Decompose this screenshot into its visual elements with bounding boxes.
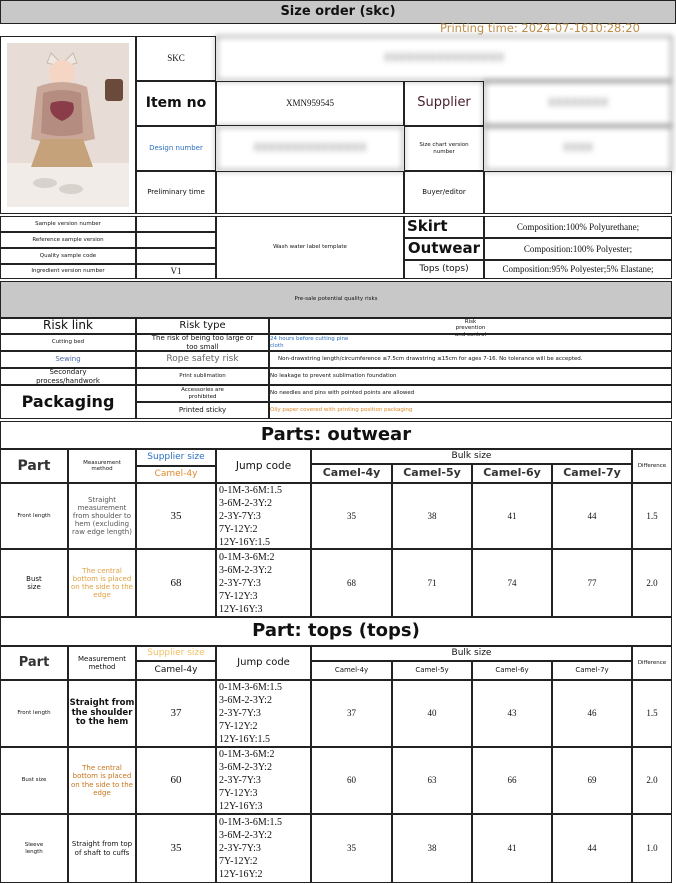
tops-bulk-header: Bulk size <box>311 646 632 661</box>
tops-row0-bulk-0: 37 <box>311 680 392 747</box>
tops-size-0: Camel-4y <box>311 661 392 680</box>
risk-link-packaging: Packaging <box>0 385 136 419</box>
outwear-part-header: Part <box>0 449 68 483</box>
preliminary-time-label: Preliminary time <box>136 171 216 214</box>
outwear-diff-header: Difference <box>632 449 672 483</box>
risk-type-print: Print sublimation <box>136 368 269 385</box>
composition-part-skirt: Skirt <box>404 216 484 238</box>
tops-row1-supplier: 60 <box>136 747 216 814</box>
tops-row2-diff: 1.0 <box>632 814 672 883</box>
composition-part-outwear: Outwear <box>404 238 484 260</box>
outwear-row1-bulk-2: 74 <box>472 549 552 617</box>
outwear-row0-jump <box>216 483 311 549</box>
jump-line: 0-1M-3-6M:1.5 <box>219 817 283 828</box>
reference-sample-value <box>136 232 216 248</box>
outwear-row0-part: Front length <box>0 483 68 549</box>
tops-row1-diff: 2.0 <box>632 747 672 814</box>
outwear-size-1: Camel-5y <box>392 464 472 483</box>
outwear-row0-bulk-2: 41 <box>472 483 552 549</box>
tops-supplier-sub: Camel-4y <box>136 661 216 680</box>
risk-type-accessories: Accessories are prohibited <box>136 385 269 402</box>
jump-line: 3-6M-2-3Y:2 <box>219 564 272 576</box>
size-chart-label: Size chart version number <box>404 126 484 171</box>
skc-label: SKC <box>136 36 216 81</box>
risk-prevention-print: No leakage to prevent sublimation foundation <box>269 368 672 385</box>
tops-size-3: Camel-7y <box>552 661 632 680</box>
page-title: Size order (skc) <box>0 0 676 24</box>
outwear-supplier-sub: Camel-4y <box>136 466 216 483</box>
outwear-size-2: Camel-6y <box>472 464 552 483</box>
buyer-value <box>484 171 672 214</box>
jump-line: 7Y-12Y:3 <box>219 590 258 602</box>
composition-text-skirt: Composition:100% Polyurethane; <box>484 216 672 238</box>
risk-col-link: Risk link <box>0 318 136 334</box>
printing-time: Printing time: 2024-07-1610:28:20 <box>440 21 640 35</box>
preliminary-time-value <box>216 171 404 214</box>
risk-type-sewing: Rope safety risk <box>136 351 269 368</box>
tops-size-1: Camel-5y <box>392 661 472 680</box>
tops-row1-bulk-3: 69 <box>552 747 632 814</box>
jump-line: 2-3Y-7Y:3 <box>219 708 261 719</box>
jump-line: 12Y-16Y:1.5 <box>219 536 271 548</box>
outwear-supplier-header: Supplier size <box>136 449 216 466</box>
jump-line: 0-1M-3-6M:2 <box>219 551 275 563</box>
jump-line: 0-1M-3-6M:2 <box>219 749 275 760</box>
tops-supplier-header: Supplier size <box>136 646 216 661</box>
tops-row0-bulk-2: 43 <box>472 680 552 747</box>
outwear-size-0: Camel-4y <box>311 464 392 483</box>
tops-row1-bulk-2: 66 <box>472 747 552 814</box>
outwear-bulk-header: Bulk size <box>311 449 632 464</box>
tops-part-header: Part <box>0 646 68 680</box>
jump-line: 12Y-16Y:1.5 <box>219 734 271 745</box>
buyer-label: Buyer/editor <box>404 171 484 214</box>
ingredient-version-value: V1 <box>136 264 216 279</box>
tops-row1-part: Bust size <box>0 747 68 814</box>
risk-prevention-sewing: Non-drawstring length/circumference ≤7.5cm drawstring ≤15cm for ages 7-16. No tolerance will be accepted. <box>269 351 672 368</box>
outwear-row1-bulk-1: 71 <box>392 549 472 617</box>
tops-diff-header: Difference <box>632 646 672 680</box>
risk-col-prevention: Risk prevention and control <box>269 318 672 334</box>
tops-row2-bulk-1: 38 <box>392 814 472 883</box>
outwear-row1-bulk-0: 68 <box>311 549 392 617</box>
tops-row1-method: The central bottom is placed on the side to the edge <box>68 747 136 814</box>
design-number-label: Design number <box>136 126 216 171</box>
jump-line: 12Y-16Y:3 <box>219 603 263 615</box>
jump-line: 12Y-16Y:3 <box>219 801 263 812</box>
item-no-label: Item no <box>136 81 216 126</box>
jump-line: 0-1M-3-6M:1.5 <box>219 484 283 496</box>
tops-jump-header: Jump code <box>216 646 311 680</box>
sample-version-value <box>136 216 216 232</box>
composition-part-tops: Tops (tops) <box>404 260 484 279</box>
tops-row0-bulk-1: 40 <box>392 680 472 747</box>
tops-size-2: Camel-6y <box>472 661 552 680</box>
skc-value: XXXXXXXXXXXXXXXX <box>216 36 672 81</box>
jump-line: 3-6M-2-3Y:2 <box>219 497 272 509</box>
jump-line: 2-3Y-7Y:3 <box>219 775 261 786</box>
jump-line: 2-3Y-7Y:3 <box>219 510 261 522</box>
sample-version-label: Sample version number <box>0 216 136 232</box>
wash-label: Wash water label template <box>216 216 404 279</box>
risk-prevention-sticky: Oily paper covered with printing position packaging <box>269 402 672 419</box>
outwear-row0-supplier: 35 <box>136 483 216 549</box>
quality-sample-label: Quality sample code <box>0 248 136 264</box>
risk-link-sewing: Sewing <box>0 351 136 368</box>
tops-row2-bulk-0: 35 <box>311 814 392 883</box>
supplier-label: Supplier <box>404 81 484 126</box>
tops-row0-jump <box>216 680 311 747</box>
tops-row0-method: Straight from the shoulder to the hem <box>68 680 136 747</box>
outwear-row0-bulk-3: 44 <box>552 483 632 549</box>
tops-row1-jump <box>216 747 311 814</box>
composition-text-outwear: Composition:100% Polyester; <box>484 238 672 260</box>
size-chart-value: XXXX <box>484 126 672 171</box>
tops-row1-bulk-0: 60 <box>311 747 392 814</box>
outwear-row1-bulk-3: 77 <box>552 549 632 617</box>
composition-text-tops: Composition:95% Polyester;5% Elastane; <box>484 260 672 279</box>
outwear-row0-method: Straight measurement from shoulder to hem (excluding raw edge length) <box>68 483 136 549</box>
jump-line: 2-3Y-7Y:3 <box>219 843 261 854</box>
tops-row0-diff: 1.5 <box>632 680 672 747</box>
outwear-row1-diff: 2.0 <box>632 549 672 617</box>
tops-row2-bulk-2: 41 <box>472 814 552 883</box>
ingredient-version-label: Ingredient version number <box>0 264 136 279</box>
supplier-value: XXXXXXXX <box>484 81 672 126</box>
tops-row1-bulk-1: 63 <box>392 747 472 814</box>
quality-sample-value <box>136 248 216 264</box>
outwear-row0-bulk-0: 35 <box>311 483 392 549</box>
product-image-icon <box>7 43 129 207</box>
risk-link-secondary: Secondary process/handwork <box>0 368 136 385</box>
jump-line: 7Y-12Y:2 <box>219 523 258 535</box>
outwear-row1-jump <box>216 549 311 617</box>
outwear-row1-method: The central bottom is placed on the side to the edge <box>68 549 136 617</box>
tops-row2-jump <box>216 814 311 883</box>
risk-type-sticky: Printed sticky <box>136 402 269 419</box>
jump-line: 2-3Y-7Y:3 <box>219 577 261 589</box>
jump-line: 7Y-12Y:3 <box>219 788 258 799</box>
outwear-row0-bulk-1: 38 <box>392 483 472 549</box>
tops-row2-method: Straight from top of shaft to cuffs <box>68 814 136 883</box>
jump-line: 3-6M-2-3Y:2 <box>219 695 272 706</box>
tops-row2-bulk-3: 44 <box>552 814 632 883</box>
outwear-title: Parts: outwear <box>0 421 672 449</box>
product-photo <box>0 36 136 214</box>
tops-row0-part: Front length <box>0 680 68 747</box>
tops-row0-bulk-3: 46 <box>552 680 632 747</box>
outwear-row1-part: Bust size <box>0 549 68 617</box>
outwear-row0-diff: 1.5 <box>632 483 672 549</box>
reference-sample-label: Reference sample version <box>0 232 136 248</box>
outwear-jump-header: Jump code <box>216 449 311 483</box>
jump-line: 7Y-12Y:2 <box>219 856 258 867</box>
risk-link-cutting: Cutting bed <box>0 334 136 351</box>
design-number-value: XXXXXXXXXXXXXXX <box>216 126 404 171</box>
tops-title: Part: tops (tops) <box>0 617 672 646</box>
jump-line: 0-1M-3-6M:1.5 <box>219 682 283 693</box>
outwear-size-3: Camel-7y <box>552 464 632 483</box>
risk-banner: Pre-sale potential quality risks <box>0 281 672 318</box>
jump-line: 3-6M-2-3Y:2 <box>219 762 272 773</box>
risk-prevention-cutting: 24 hours before cutting pine cloth <box>269 334 672 351</box>
risk-type-cutting: The risk of being too large or too small <box>136 334 269 351</box>
jump-line: 3-6M-2-3Y:2 <box>219 830 272 841</box>
jump-line: 7Y-12Y:2 <box>219 721 258 732</box>
tops-row2-supplier: 35 <box>136 814 216 883</box>
outwear-row1-supplier: 68 <box>136 549 216 617</box>
risk-col-type: Risk type <box>136 318 269 334</box>
risk-prevention-accessories: No needles and pins with pointed points are allowed <box>269 385 672 402</box>
item-no-value: XMN959545 <box>216 81 404 126</box>
tops-method-header: Measurement method <box>68 646 136 680</box>
jump-line: 12Y-16Y:2 <box>219 869 263 880</box>
outwear-method-header: Measurement method <box>68 449 136 483</box>
tops-row2-part: Sleeve length <box>0 814 68 883</box>
tops-row0-supplier: 37 <box>136 680 216 747</box>
